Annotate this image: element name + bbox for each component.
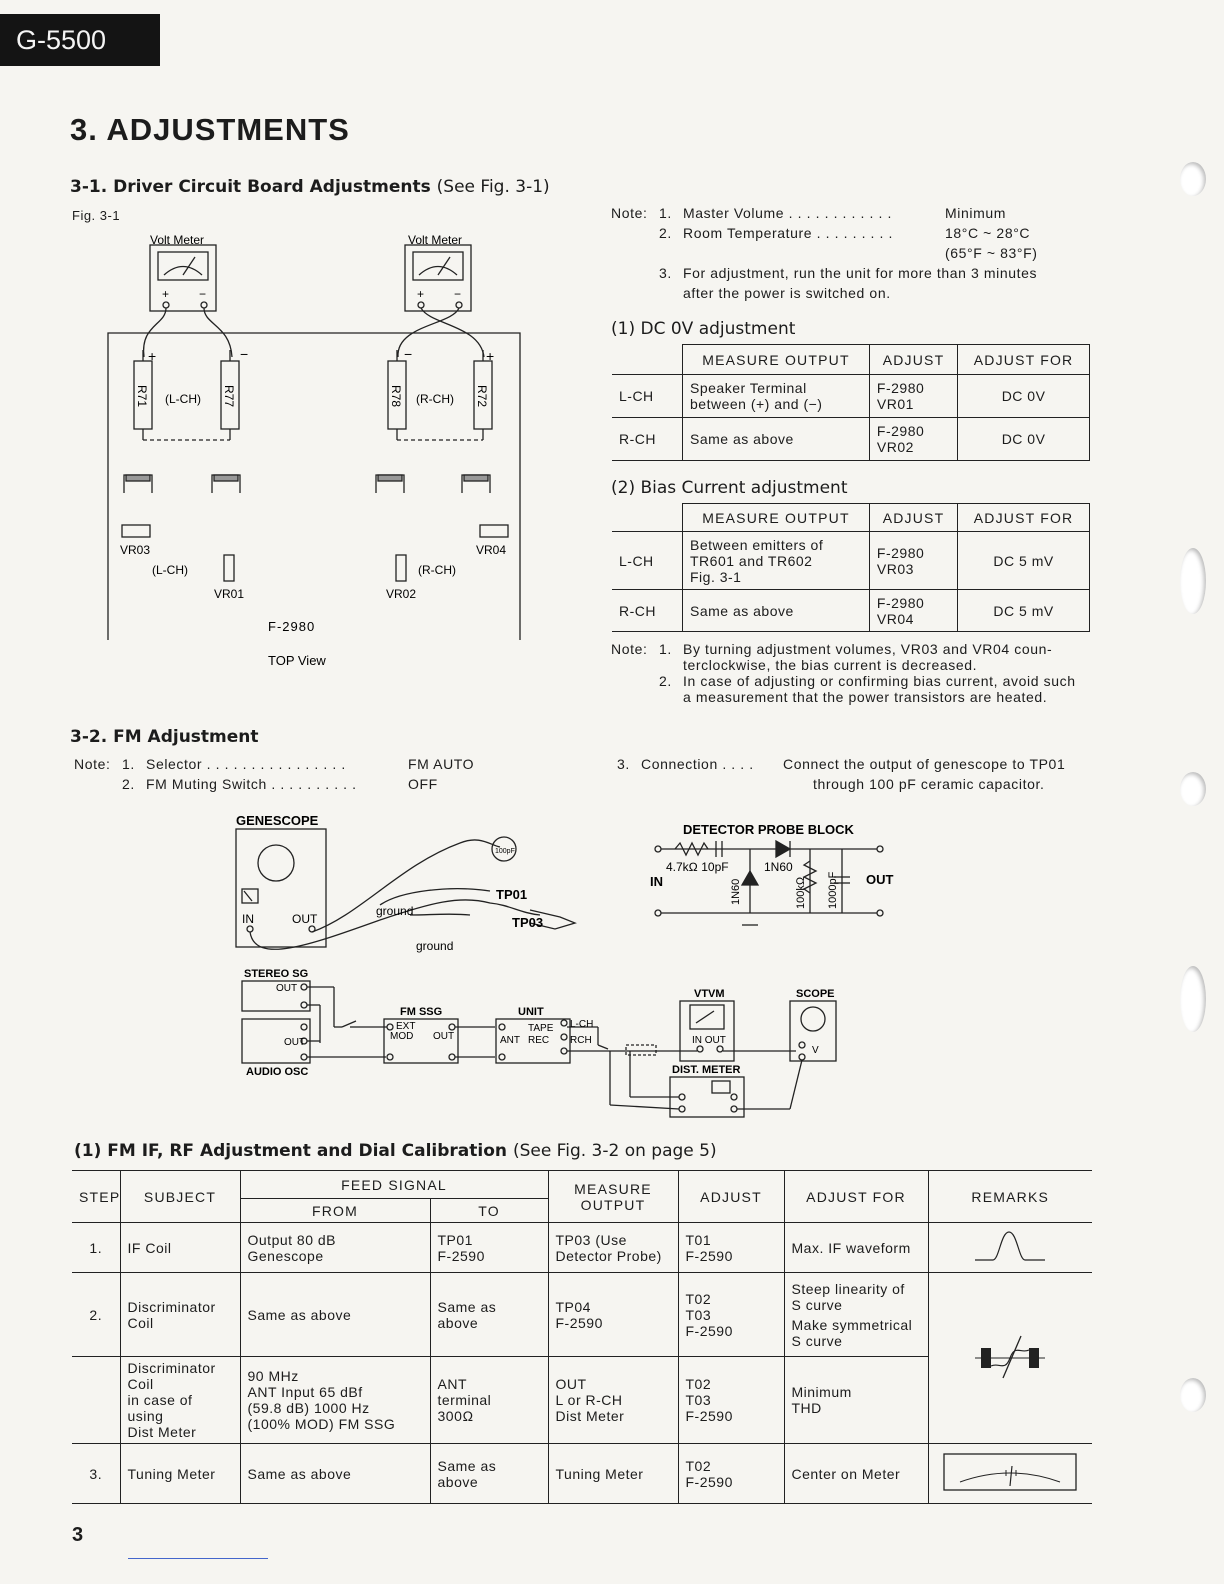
rch-label: RCH (570, 1035, 592, 1046)
subject-cell: IF Coil (127, 1239, 172, 1256)
fm-ssg-label: FM SSG (400, 1006, 443, 1018)
from-cell: (59.8 dB) 1000 Hz (247, 1400, 370, 1416)
lch-label: L-CH (570, 1019, 594, 1030)
tuning-meter-icon (940, 1450, 1080, 1494)
subject-cell: Tuning Meter (127, 1465, 216, 1482)
probe-values: 4.7kΩ 10pF (666, 860, 729, 874)
note-num: 3. (617, 756, 630, 772)
adjust-cell: VR03 (876, 560, 914, 577)
measure-cell: TP04 (555, 1298, 591, 1315)
note-item: Master Volume (683, 205, 785, 221)
measure-cell: Dist Meter (555, 1408, 625, 1424)
note-label: Note: (611, 205, 648, 221)
adjust-for-cell: DC 0V (958, 375, 1090, 418)
notes-3-1 (611, 203, 1091, 303)
adjust-cell: F-2980 (876, 544, 925, 561)
channel-cell: R-CH (612, 418, 683, 461)
model-tab: G-5500 (0, 14, 160, 66)
audio-osc-label: AUDIO OSC (246, 1066, 309, 1078)
measure-cell: F-2590 (555, 1314, 603, 1331)
note-num: 3. (659, 265, 672, 281)
probe-capacitor: 1000pF (827, 871, 839, 909)
rch-label: (R-CH) (416, 392, 454, 406)
note-label: Note: (74, 756, 111, 772)
v-label: V (812, 1045, 819, 1056)
probe-title: DETECTOR PROBE BLOCK (683, 822, 854, 837)
note-item: Room Temperature (683, 225, 813, 241)
binder-hole (1180, 548, 1206, 614)
step-cell: 2. (72, 1273, 120, 1357)
out-label: OUT (276, 983, 298, 994)
col-header: ADJUST FOR (784, 1171, 928, 1223)
view-label: TOP View (268, 653, 326, 668)
note-num: 2. (659, 673, 672, 689)
table-row (72, 1273, 1092, 1357)
probe-diode2: 1N60 (730, 878, 742, 905)
connection-note (617, 754, 1097, 794)
underline-artifact (128, 1558, 268, 1559)
note-text: a measurement that the power transistors are heated. (683, 689, 1048, 705)
adjust-for-cell: DC 5 mV (958, 590, 1090, 632)
notes-3-2 (74, 754, 534, 794)
plus-sign: + (148, 348, 157, 364)
col-header: MEASURE OUTPUT (683, 504, 870, 532)
tp03-label: TP03 (512, 915, 544, 930)
adjust-cell: T02 (685, 1376, 712, 1392)
col-header: ADJUST (869, 345, 957, 375)
to-cell: Same as above (437, 1298, 497, 1331)
fm-title: (1) FM IF, RF Adjustment and Dial Calibration (74, 1141, 508, 1161)
adjust-for-cell: Steep linearity of (791, 1280, 905, 1297)
adjust-for-cell: Center on Meter (791, 1465, 901, 1482)
step-cell: 1. (72, 1223, 120, 1273)
measure-cell: Between emitters of (690, 536, 824, 553)
note-dots: . . . . . . . . . . (266, 776, 357, 792)
dc-adjust-table (612, 344, 1090, 461)
tp01-label: TP01 (496, 887, 528, 902)
subject-cell: Dist Meter (127, 1424, 197, 1440)
note-value: (65°F ~ 83°F) (945, 245, 1038, 261)
ant-label: ANT (500, 1035, 520, 1046)
minus-sign: − (404, 346, 413, 362)
probe-in: IN (650, 874, 663, 889)
bias-notes (611, 641, 1091, 705)
col-header: OUTPUT (580, 1196, 646, 1213)
note-dots: . . . . . . . . . (812, 225, 894, 241)
from-cell: 90 MHz (247, 1368, 299, 1384)
col-header: SUBJECT (120, 1171, 240, 1223)
note-num: 1. (659, 641, 672, 657)
r71-label: R71 (135, 385, 149, 408)
adjust-cell: F-2590 (685, 1408, 733, 1424)
dc-adjust-title: (1) DC 0V adjustment (611, 319, 796, 339)
vr04-label: VR04 (476, 543, 507, 557)
subject-cell: in case of using (127, 1392, 193, 1424)
adjust-for-cell: DC 5 mV (958, 532, 1090, 590)
subject-cell: Discriminator (127, 1298, 216, 1315)
section-title: 3-1. Driver Circuit Board Adjustments (70, 177, 431, 197)
to-cell: Same as above (437, 1457, 497, 1490)
adjust-cell: T03 (685, 1306, 712, 1323)
note-dots: . . . . (717, 756, 754, 772)
adjust-cell: F-2590 (685, 1473, 733, 1490)
adjust-cell: T02 (685, 1290, 712, 1307)
note-num: 2. (122, 776, 135, 792)
channel-cell: R-CH (612, 590, 683, 632)
note-value: Connect the output of genescope to TP01 (783, 756, 1066, 772)
tape-label: TAPE (528, 1023, 554, 1034)
table-row (612, 532, 1090, 590)
from-cell: Output 80 dB (247, 1231, 337, 1248)
col-header: REMARKS (928, 1171, 1092, 1223)
binder-hole (1180, 1378, 1206, 1412)
probe-resistor: 100kΩ (795, 876, 807, 909)
out-label: OUT (284, 1037, 306, 1048)
measure-cell: TP03 (Use (555, 1231, 627, 1248)
note-text: In case of adjusting or confirming bias current, avoid such (683, 673, 1076, 689)
adjust-cell: F-2590 (685, 1247, 733, 1264)
fm-connection-diagram (230, 805, 910, 1125)
measure-cell: Same as above (683, 590, 870, 632)
s-curve-icon (965, 1322, 1055, 1392)
vr02-label: VR02 (386, 587, 417, 601)
note-value: 18°C ~ 28°C (945, 225, 1031, 241)
measure-cell: Tuning Meter (555, 1465, 644, 1482)
adjust-cell: F-2590 (685, 1322, 733, 1339)
adjust-for-cell: DC 0V (958, 418, 1090, 461)
r77-label: R77 (222, 385, 236, 408)
note-label: Note: (611, 641, 648, 657)
table-row (72, 1223, 1092, 1273)
table-row (72, 1444, 1092, 1504)
cap-label: 100pF (495, 848, 515, 855)
note-dots: . . . . . . . . . . . . . . . . (202, 756, 346, 772)
section-heading-3-1 (70, 177, 550, 197)
out-label: OUT (433, 1031, 455, 1042)
col-header: ADJUST (869, 504, 957, 532)
volt-meter-label: Volt Meter (150, 233, 205, 247)
stereo-sg-label: STEREO SG (244, 968, 309, 980)
probe-diode: 1N60 (764, 860, 793, 874)
col-header: STEP (72, 1171, 120, 1223)
adjust-for-cell: Make symmetrical (791, 1316, 913, 1333)
col-header: MEASURE (574, 1180, 652, 1197)
from-cell: ANT Input 65 dBf (247, 1384, 363, 1400)
from-cell: (100% MOD) FM SSG (247, 1416, 396, 1432)
adjust-for-cell: S curve (791, 1296, 843, 1313)
note-num: 1. (659, 205, 672, 221)
r78-label: R78 (389, 385, 403, 408)
adjust-cell: T03 (685, 1392, 712, 1408)
board-label: F-2980 (268, 619, 316, 634)
vr03-label: VR03 (120, 543, 151, 557)
note-text: after the power is switched on. (683, 285, 891, 301)
adjust-cell: F-2980 (876, 594, 925, 611)
r72-label: R72 (475, 385, 489, 408)
measure-cell: Same as above (683, 418, 870, 461)
vr01-label: VR01 (214, 587, 245, 601)
adjust-for-cell: Max. IF waveform (791, 1239, 911, 1256)
from-cell: Genescope (247, 1247, 324, 1264)
col-header: TO (430, 1199, 548, 1223)
measure-cell: TR601 and TR602 (690, 552, 813, 569)
note-item: FM Muting Switch (146, 776, 267, 792)
page-title: 3. ADJUSTMENTS (70, 112, 350, 147)
adjust-for-cell: S curve (791, 1332, 843, 1349)
scope-label: SCOPE (796, 988, 835, 1000)
fm-adjust-table (72, 1170, 1092, 1504)
note-text: For adjustment, run the unit for more than 3 minutes (683, 265, 1038, 281)
note-dots: . . . . . . . . . . . . (784, 205, 892, 221)
rec-label: REC (528, 1035, 550, 1046)
plus-sign: + (486, 348, 495, 364)
plus-sign: + (162, 287, 170, 301)
channel-cell: L-CH (612, 375, 683, 418)
note-text: By turning adjustment volumes, VR03 and VR04 coun- (683, 641, 1053, 657)
subject-cell: Coil (127, 1314, 154, 1331)
plus-sign: + (417, 287, 425, 301)
page-number: 3 (72, 1524, 84, 1546)
col-header: ADJUST FOR (958, 345, 1090, 375)
adjust-cell: VR02 (876, 439, 914, 455)
volt-meter-label: Volt Meter (408, 233, 463, 247)
col-header: FEED SIGNAL (240, 1171, 548, 1199)
col-header: MEASURE OUTPUT (683, 345, 870, 375)
to-cell: TP01 (437, 1231, 473, 1248)
genescope-label: GENESCOPE (236, 813, 319, 828)
adjust-cell: T01 (685, 1231, 712, 1248)
measure-cell: Speaker Terminal (690, 380, 807, 396)
from-cell: Same as above (247, 1306, 352, 1323)
s-curve-remark (928, 1273, 1092, 1444)
measure-cell: Detector Probe) (555, 1247, 662, 1264)
measure-cell: L or R-CH (555, 1392, 623, 1408)
adjust-for-cell: THD (791, 1400, 822, 1416)
note-value: through 100 pF ceramic capacitor. (813, 776, 1045, 792)
table-row (612, 418, 1090, 461)
to-cell: terminal (437, 1392, 492, 1408)
step-cell (72, 1357, 120, 1444)
adjust-cell: VR04 (876, 610, 914, 627)
ext-label: EXT (396, 1021, 416, 1032)
binder-hole (1180, 966, 1206, 1032)
subject-cell: Coil (127, 1376, 154, 1392)
to-cell: 300Ω (437, 1408, 474, 1424)
to-cell: ANT (437, 1376, 467, 1392)
fm-title-ref: (See Fig. 3-2 on page 5) (512, 1141, 717, 1161)
to-cell: F-2590 (437, 1247, 485, 1264)
probe-out: OUT (866, 872, 894, 887)
if-waveform-icon (965, 1226, 1055, 1266)
from-cell: Same as above (247, 1465, 352, 1482)
note-item: Selector (146, 756, 203, 772)
in-label: IN (242, 912, 254, 926)
note-text: terclockwise, the bias current is decreased. (683, 657, 978, 673)
note-item: Connection (641, 756, 718, 772)
col-header: ADJUST FOR (958, 504, 1090, 532)
measure-cell: OUT (555, 1376, 587, 1392)
note-value: Minimum (945, 205, 1006, 221)
adjust-for-cell: Minimum (791, 1384, 852, 1400)
subject-cell: Discriminator (127, 1360, 216, 1376)
note-value: OFF (408, 776, 438, 792)
empty-cell (612, 345, 683, 375)
rch-label: (R-CH) (418, 563, 456, 577)
adjust-cell: T02 (685, 1457, 712, 1474)
channel-cell: L-CH (612, 532, 683, 590)
section-title-ref: (See Fig. 3-1) (436, 177, 550, 197)
col-header: FROM (240, 1199, 430, 1223)
measure-cell: between (+) and (−) (690, 396, 823, 412)
measure-cell: Fig. 3-1 (690, 568, 742, 585)
table-row (612, 375, 1090, 418)
table-row (612, 590, 1090, 632)
minus-sign: − (454, 287, 462, 301)
minus-sign: − (240, 346, 249, 362)
adjust-cell: F-2980 (876, 423, 925, 439)
unit-label: UNIT (518, 1006, 544, 1018)
vtvm-label: VTVM (694, 988, 725, 1000)
note-num: 2. (659, 225, 672, 241)
tuning-meter-remark (928, 1444, 1092, 1504)
dist-meter-label: DIST. METER (672, 1064, 741, 1076)
step-cell: 3. (72, 1444, 120, 1504)
mod-label: MOD (390, 1031, 414, 1042)
if-waveform-remark (928, 1223, 1092, 1273)
section-heading-3-2: 3-2. FM Adjustment (70, 727, 259, 747)
empty-cell (612, 504, 683, 532)
binder-hole (1180, 772, 1206, 806)
in-out-label: IN OUT (692, 1035, 726, 1046)
adjust-cell: VR01 (876, 396, 914, 412)
driver-board-diagram (100, 225, 530, 675)
note-num: 1. (122, 756, 135, 772)
fig-label: Fig. 3-1 (72, 208, 121, 223)
binder-hole (1180, 162, 1206, 196)
lch-label: (L-CH) (165, 392, 201, 406)
fm-if-rf-heading (74, 1141, 717, 1161)
note-value: FM AUTO (408, 756, 475, 772)
col-header: ADJUST (678, 1171, 784, 1223)
ground-label: ground (376, 904, 414, 918)
minus-sign: − (199, 287, 207, 301)
adjust-cell: F-2980 (876, 380, 925, 396)
out-label: OUT (292, 912, 318, 926)
ground-label: ground (416, 939, 454, 953)
bias-adjust-title: (2) Bias Current adjustment (611, 478, 848, 498)
bias-adjust-table (612, 503, 1090, 632)
lch-label: (L-CH) (152, 563, 188, 577)
